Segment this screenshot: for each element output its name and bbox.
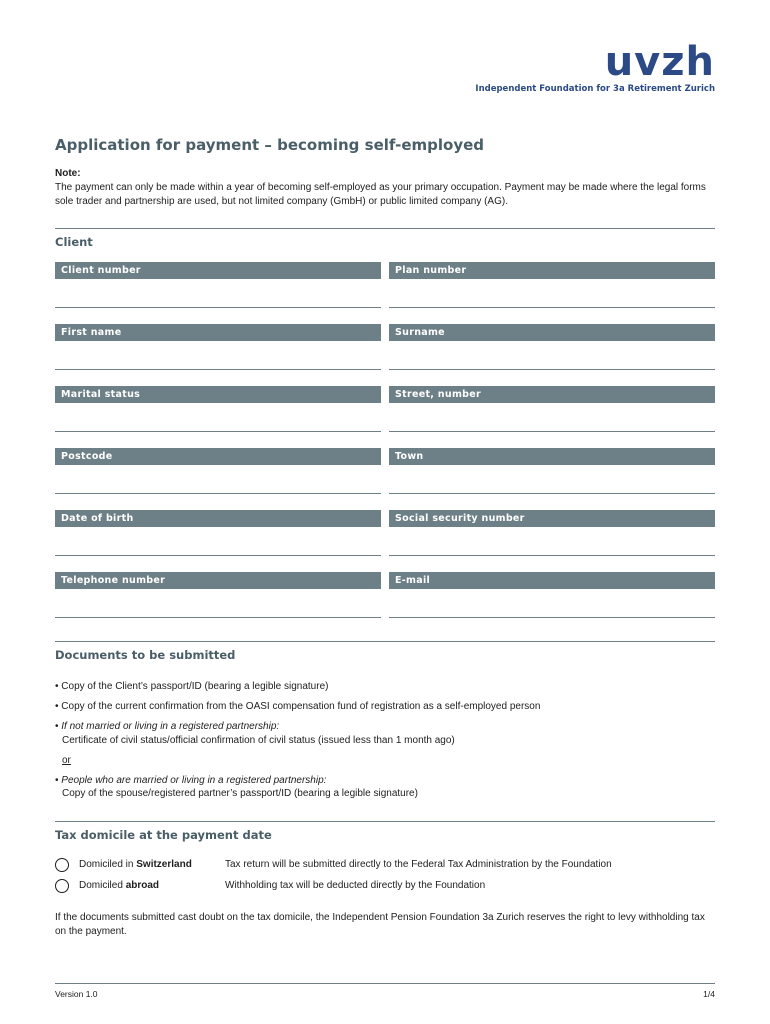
surname-label: Surname: [389, 324, 715, 341]
surname-input[interactable]: [389, 341, 715, 370]
logo-subtitle: Independent Foundation for 3a Retirement Zurich: [475, 84, 715, 94]
email-label: E-mail: [389, 572, 715, 589]
first-name-label: First name: [55, 324, 381, 341]
client-heading: Client: [55, 235, 93, 249]
list-item: [55, 754, 725, 768]
client-number-field[interactable]: [55, 262, 381, 308]
client-number-label: Client number: [55, 262, 381, 279]
postcode-field[interactable]: [55, 448, 381, 494]
plan-number-field[interactable]: [389, 262, 715, 308]
social-security-number-field[interactable]: [389, 510, 715, 556]
note-text: The payment can only be made within a year of becoming self-employed as your primary occupation. Payment may be made where the legal forms sole trader and partnership are used, but not limited company (GmbH) or public limited company (AG).: [55, 182, 706, 207]
tax-option-switzerland-label: Domiciled in Switzerland: [79, 859, 192, 870]
date-of-birth-label: Date of birth: [55, 510, 381, 527]
list-item: • Copy of the current confirmation from the OASI compensation fund of registration as a self-employed person: [55, 701, 541, 712]
note-label: Note:: [55, 168, 81, 179]
section-divider: [55, 228, 715, 229]
tax-option-switzerland-description: Tax return will be submitted directly to the Federal Tax Administration by the Foundation: [225, 859, 612, 870]
section-divider: [55, 821, 715, 822]
first-name-input[interactable]: [55, 341, 381, 370]
document-condition-unmarried: If not married or living in a registered partnership:: [61, 721, 280, 732]
surname-field[interactable]: [389, 324, 715, 370]
radio-abroad[interactable]: [55, 879, 69, 893]
marital-status-label: Marital status: [55, 386, 381, 403]
first-name-field[interactable]: [55, 324, 381, 370]
footer-divider: [55, 983, 715, 984]
tax-heading: Tax domicile at the payment date: [55, 828, 272, 842]
social-security-number-label: Social security number: [389, 510, 715, 527]
town-label: Town: [389, 448, 715, 465]
town-input[interactable]: [389, 465, 715, 494]
street-number-field[interactable]: [389, 386, 715, 432]
list-item: • People who are married or living in a registered partnership: Copy of the spouse/registered partner’s passport/ID (bearing a legible signature): [55, 774, 418, 799]
telephone-number-label: Telephone number: [55, 572, 381, 589]
logo-mark: uvzh: [604, 39, 715, 85]
document-item-passport: Copy of the Client’s passport/ID (bearing a legible signature): [61, 681, 329, 692]
plan-number-label: Plan number: [389, 262, 715, 279]
tax-note: If the documents submitted cast doubt on the tax domicile, the Independent Pension Foundation 3a Zurich reserves the right to levy withholding tax on the payment.: [55, 912, 705, 937]
document-item-oasi: Copy of the current confirmation from the OASI compensation fund of registration as a self-employed person: [61, 701, 541, 712]
radio-switzerland[interactable]: [55, 858, 69, 872]
page-title: Application for payment – becoming self-employed: [55, 136, 485, 154]
tax-option-abroad[interactable]: [55, 879, 715, 895]
section-divider: [55, 641, 715, 642]
email-field[interactable]: [389, 572, 715, 618]
tax-option-abroad-description: Withholding tax will be deducted directly by the Foundation: [225, 880, 486, 891]
list-item: • Copy of the Client’s passport/ID (bearing a legible signature): [55, 681, 329, 692]
marital-status-field[interactable]: [55, 386, 381, 432]
list-item: • If not married or living in a registered partnership: Certificate of civil status/official confirmation of civil status (issued less than 1 month ago): [55, 721, 455, 746]
version-label: Version 1.0: [55, 989, 98, 999]
or-label: or: [62, 754, 71, 766]
client-number-input[interactable]: [55, 279, 381, 308]
social-security-number-input[interactable]: [389, 527, 715, 556]
document-item-civil-status: Certificate of civil status/official confirmation of civil status (issued less than 1 month ago): [62, 734, 455, 746]
tax-option-switzerland[interactable]: [55, 858, 715, 874]
documents-list: [55, 680, 725, 807]
tax-option-abroad-label: Domiciled abroad: [79, 880, 160, 891]
postcode-input[interactable]: [55, 465, 381, 494]
document-item-spouse-passport: Copy of the spouse/registered partner’s passport/ID (bearing a legible signature): [62, 788, 418, 799]
postcode-label: Postcode: [55, 448, 381, 465]
document-condition-married: People who are married or living in a registered partnership:: [61, 774, 327, 786]
telephone-number-input[interactable]: [55, 589, 381, 618]
town-field[interactable]: [389, 448, 715, 494]
marital-status-input[interactable]: [55, 403, 381, 432]
documents-heading: Documents to be submitted: [55, 648, 236, 662]
date-of-birth-input[interactable]: [55, 527, 381, 556]
date-of-birth-field[interactable]: [55, 510, 381, 556]
email-input[interactable]: [389, 589, 715, 618]
page-number: 1/4: [703, 989, 715, 999]
plan-number-input[interactable]: [389, 279, 715, 308]
street-number-label: Street, number: [389, 386, 715, 403]
telephone-number-field[interactable]: [55, 572, 381, 618]
street-number-input[interactable]: [389, 403, 715, 432]
foundation-logo: [475, 39, 715, 94]
